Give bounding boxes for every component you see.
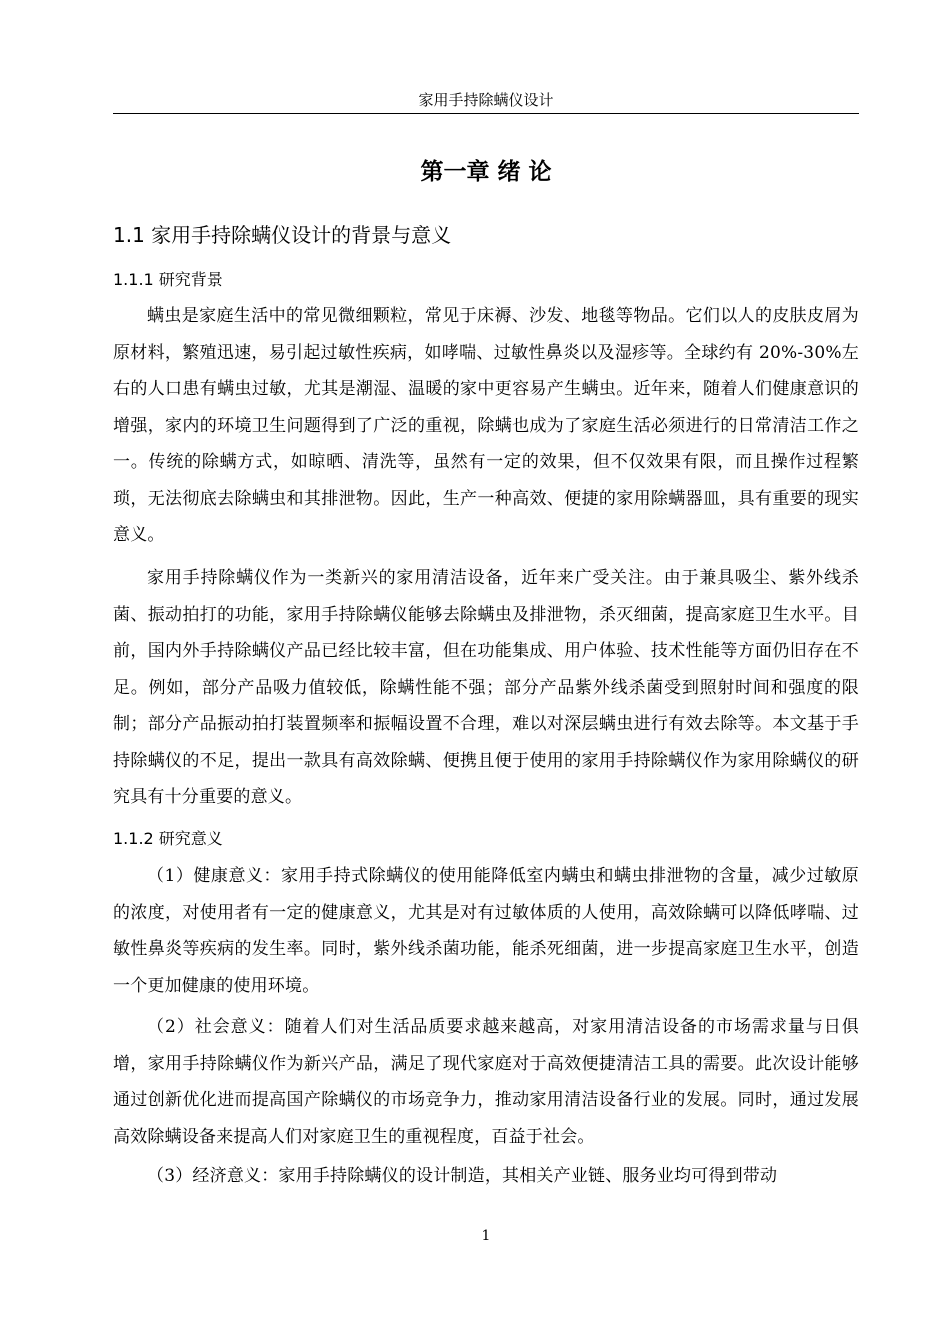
page-number: 1: [481, 1228, 491, 1244]
section-heading-1-1: 1.1 家用手持除螨仪设计的背景与意义: [113, 223, 452, 247]
paragraph-significance-social: （2）社会意义：随着人们对生活品质要求越来越高，对家用清洁设备的市场需求量与日俱增，家用手持除螨仪作为新兴产品，满足了现代家庭对于高效便捷清洁工具的需要。此次设计能够通过创新优化进而提高国产除螨仪的市场竞争力，推动家用清洁设备行业的发展。同时，通过发展高效除螨设备来提高人们对家庭卫生的重视程度，百益于社会。: [113, 1017, 859, 1147]
section-heading-1-1-1: 1.1.1 研究背景: [113, 270, 223, 289]
paragraph-background-1: 螨虫是家庭生活中的常见微细颗粒，常见于床褥、沙发、地毯等物品。它们以人的皮肤皮屑为原材料，繁殖迅速，易引起过敏性疾病，如哮喘、过敏性鼻炎以及湿疹等。全球约有 20%-30%左右的人口患有螨虫过敏，尤其是潮湿、温暖的家中更容易产生螨虫。近年来，随着人们健康意识的增强，家内的环境卫生问题得到了广泛的重视，除螨也成为了家庭生活必须进行的日常清洁工作之一。传统的除螨方式，如晾晒、清洗等，虽然有一定的效果，但不仅效果有限，而且操作过程繁琐，无法彻底去除螨虫和其排泄物。因此，生产一种高效、便捷的家用除螨器皿，具有重要的现实意义。: [113, 306, 859, 545]
paragraph-background-2: 家用手持除螨仪作为一类新兴的家用清洁设备，近年来广受关注。由于兼具吸尘、紫外线杀菌、振动拍打的功能，家用手持除螨仪能够去除螨虫及排泄物，杀灭细菌，提高家庭卫生水平。目前，国内外手持除螨仪产品已经比较丰富，但在功能集成、用户体验、技术性能等方面仍旧存在不足。例如，部分产品吸力值较低，除螨性能不强；部分产品紫外线杀菌受到照射时间和强度的限制；部分产品振动拍打装置频率和振幅设置不合理，难以对深层螨虫进行有效去除等。本文基于手持除螨仪的不足，提出一款具有高效除螨、便携且便于使用的家用手持除螨仪作为家用除螨仪的研究具有十分重要的意义。: [113, 568, 859, 807]
running-header: 家用手持除螨仪设计: [418, 91, 554, 109]
header-rule: [113, 113, 859, 114]
paragraph-significance-economic: （3）经济意义：家用手持除螨仪的设计制造，其相关产业链、服务业均可得到带动: [147, 1166, 778, 1186]
paragraph-significance-health: （1）健康意义：家用手持式除螨仪的使用能降低室内螨虫和螨虫排泄物的含量，减少过敏原的浓度，对使用者有一定的健康意义，尤其是对有过敏体质的人使用，高效除螨可以降低哮喘、过敏性鼻炎等疾病的发生率。同时，紫外线杀菌功能，能杀死细菌，进一步提高家庭卫生水平，创造一个更加健康的使用环境。: [113, 866, 859, 996]
chapter-title: 第一章 绪 论: [420, 159, 552, 185]
section-heading-1-1-2: 1.1.2 研究意义: [113, 829, 223, 848]
